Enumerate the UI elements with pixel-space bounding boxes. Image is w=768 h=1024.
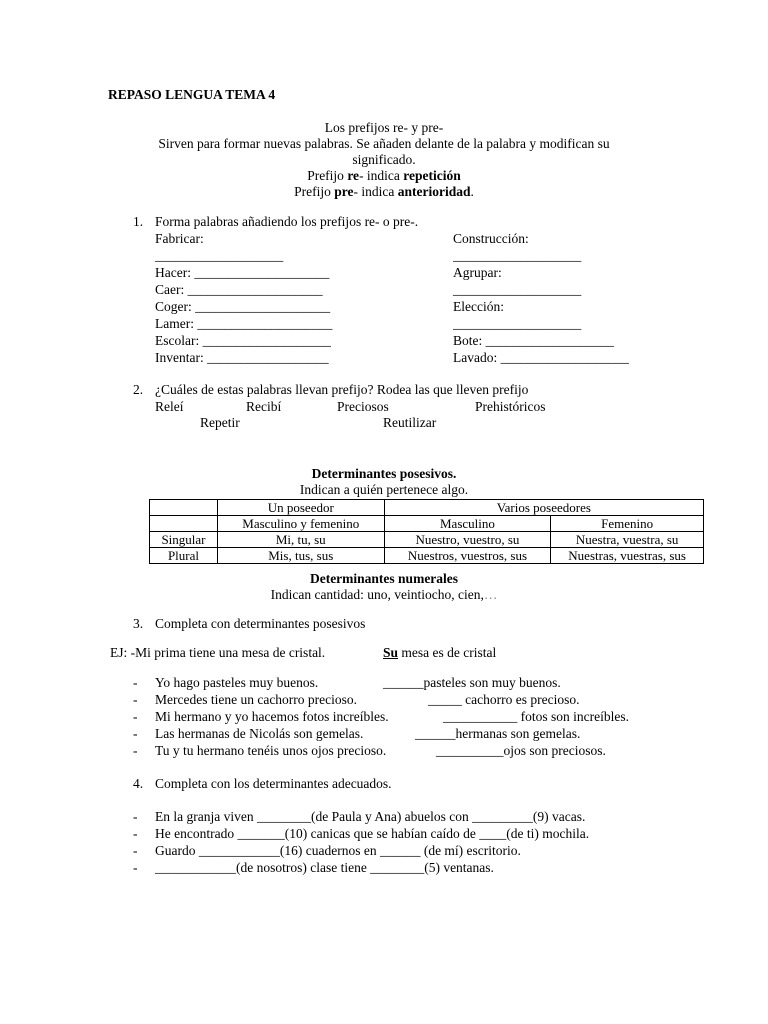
ex1-left-item: Hacer: ____________________ — [155, 265, 330, 280]
ex2-word: Releí — [155, 399, 184, 414]
table-header: Varios poseedores — [384, 500, 703, 516]
ex1-left-item: Lamer: ____________________ — [155, 316, 333, 331]
intro-line-1: Los prefijos re- y pre- — [324, 120, 444, 135]
list-bullet: - — [133, 860, 138, 875]
ex3-item-blank: _____ cachorro es precioso. — [428, 692, 580, 707]
list-bullet: - — [133, 843, 138, 858]
ex4-item: ____________(de nosotros) clase tiene ________(5) ventanas. — [155, 860, 494, 875]
list-bullet: - — [133, 709, 138, 724]
ex3-example: EJ: -Mi prima tiene una mesa de cristal. — [110, 645, 326, 660]
ex1-left-item: Inventar: __________________ — [155, 350, 329, 365]
ex1-instruction: Forma palabras añadiendo los prefijos re- o pre-. — [155, 214, 419, 229]
ex1-right-item: ___________________ — [453, 248, 582, 263]
list-bullet: - — [133, 743, 138, 758]
ex3-item-blank: ______hermanas son gemelas. — [415, 726, 581, 741]
ex3-item-blank: ___________ fotos son increíbles. — [443, 709, 629, 724]
ex2-word: Preciosos — [337, 399, 389, 414]
ex1-left-item: Fabricar: — [155, 231, 204, 246]
ex2-word: Reutilizar — [383, 415, 437, 430]
ex4-instruction: Completa con los determinantes adecuados. — [155, 776, 392, 791]
ex1-right-item: Elección: — [453, 299, 504, 314]
intro-line-3: significado. — [352, 152, 416, 167]
ex1-left-item: Escolar: ___________________ — [155, 333, 331, 348]
list-bullet: - — [133, 826, 138, 841]
table-cell: Nuestra, vuestra, su — [551, 532, 704, 548]
ex1-right-item: Lavado: ___________________ — [453, 350, 629, 365]
table-row-label: Plural — [150, 548, 218, 564]
ex2-word: Prehistóricos — [475, 399, 546, 414]
table-header: Masculino y femenino — [217, 516, 384, 532]
intro-line-2: Sirven para formar nuevas palabras. Se añaden delante de la palabra y modifican su — [158, 136, 610, 151]
ex1-left-item: Caer: ____________________ — [155, 282, 323, 297]
list-bullet: - — [133, 675, 138, 690]
ex3-item: Tu y tu hermano tenéis unos ojos precioso. — [155, 743, 387, 758]
table-cell-empty — [150, 516, 218, 532]
table-row — [150, 516, 704, 532]
ex3-item-blank: ______pasteles son muy buenos. — [383, 675, 561, 690]
list-bullet: - — [133, 809, 138, 824]
ex1-right-item: Agrupar: — [453, 265, 502, 280]
posesivos-subheading: Indican a quién pertenece algo. — [299, 482, 469, 497]
ex4-item: Guardo ____________(16) cuadernos en ______ (de mí) escritorio. — [155, 843, 521, 858]
ex3-item: Mi hermano y yo hacemos fotos increíbles. — [155, 709, 389, 724]
ex3-instruction: Completa con determinantes posesivos — [155, 616, 366, 631]
table-cell: Nuestros, vuestros, sus — [384, 548, 551, 564]
posesivos-heading: Determinantes posesivos. — [311, 466, 457, 481]
list-bullet: - — [133, 726, 138, 741]
ex3-item: Las hermanas de Nicolás son gemelas. — [155, 726, 364, 741]
pre-prefix-line: Prefijo pre- indica anterioridad. — [294, 184, 474, 199]
table-cell: Nuestro, vuestro, su — [384, 532, 551, 548]
ex1-right-item: ___________________ — [453, 316, 582, 331]
ex2-instruction: ¿Cuáles de estas palabras llevan prefijo? Rodea las que lleven prefijo — [155, 382, 529, 397]
table-row-label: Singular — [150, 532, 218, 548]
table-cell: Mis, tus, sus — [217, 548, 384, 564]
table-row — [150, 532, 704, 548]
ex1-right-item: ___________________ — [453, 282, 582, 297]
ex1-right-item: Bote: ___________________ — [453, 333, 614, 348]
page-title: REPASO LENGUA TEMA 4 — [108, 87, 276, 102]
list-bullet: - — [133, 692, 138, 707]
table-header: Un poseedor — [217, 500, 384, 516]
ex2-word: Repetir — [200, 415, 240, 430]
ex2-word: Recibí — [246, 399, 282, 414]
table-row — [150, 548, 704, 564]
ex1-left-item: ___________________ — [155, 248, 284, 263]
ex3-item: Yo hago pasteles muy buenos. — [155, 675, 319, 690]
ex4-item: En la granja viven ________(de Paula y Ana) abuelos con _________(9) vacas. — [155, 809, 586, 824]
numerales-desc: Indican cantidad: uno, veintiocho, cien,… — [270, 587, 498, 602]
re-prefix-line: Prefijo re- indica repetición — [307, 168, 461, 183]
ex1-right-item: Construcción: — [453, 231, 529, 246]
ex1-number: 1. — [133, 214, 144, 229]
ex4-item: He encontrado _______(10) canicas que se habían caído de ____(de ti) mochila. — [155, 826, 590, 841]
ex3-example-answer: Su mesa es de cristal — [383, 645, 497, 660]
ex4-number: 4. — [133, 776, 144, 791]
table-cell-empty — [150, 500, 218, 516]
ex1-left-item: Coger: ____________________ — [155, 299, 331, 314]
ex2-number: 2. — [133, 382, 144, 397]
numerales-heading: Determinantes numerales — [309, 571, 459, 586]
table-row — [150, 500, 704, 516]
table-cell: Mi, tu, su — [217, 532, 384, 548]
table-header: Masculino — [384, 516, 551, 532]
ex3-number: 3. — [133, 616, 144, 631]
ex3-item: Mercedes tiene un cachorro precioso. — [155, 692, 358, 707]
table-header: Femenino — [551, 516, 704, 532]
ex3-item-blank: __________ojos son preciosos. — [436, 743, 606, 758]
table-cell: Nuestras, vuestras, sus — [551, 548, 704, 564]
posesivos-table — [149, 499, 704, 564]
